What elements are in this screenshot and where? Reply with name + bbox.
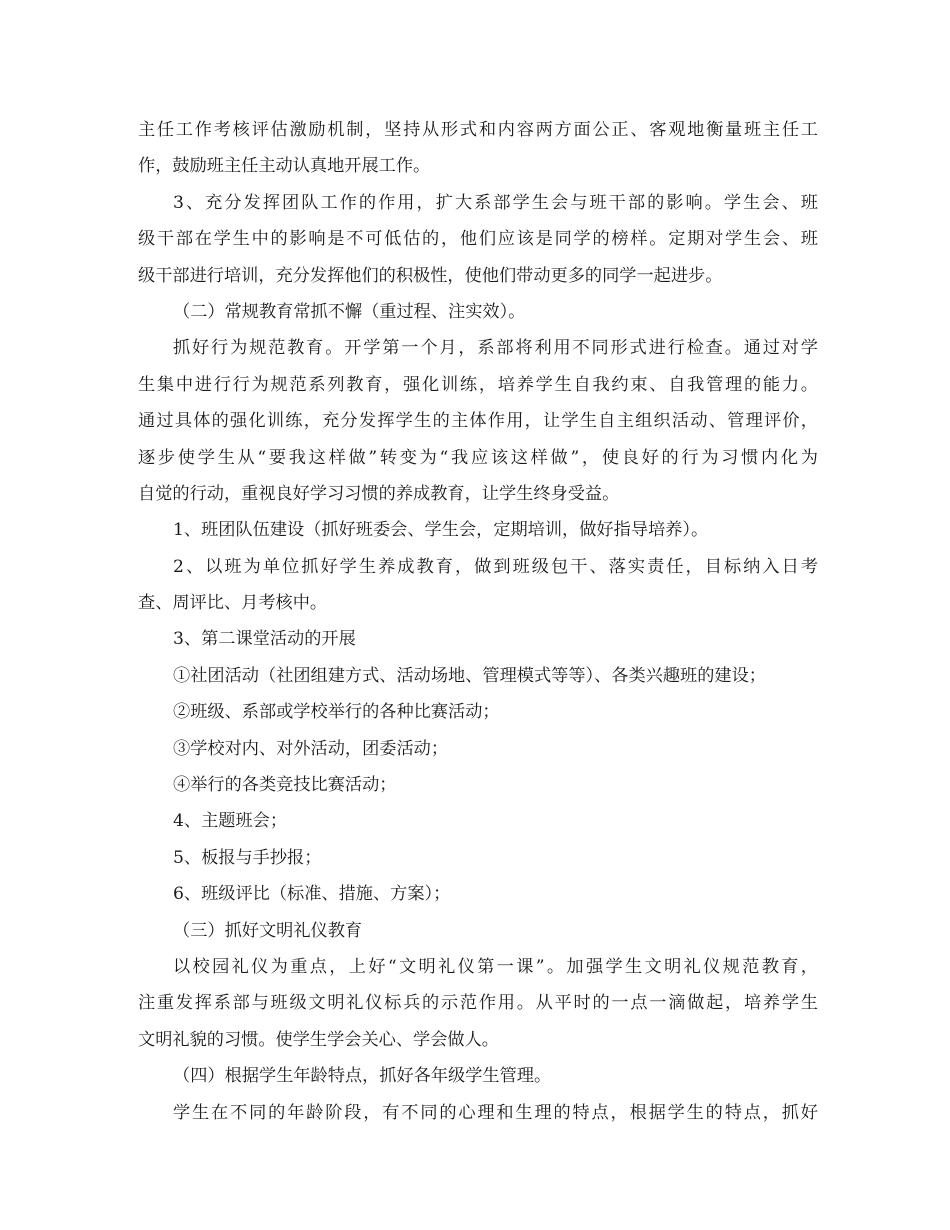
text-line: 文明礼貌的习惯。使学生学会关心、学会做人。 [138, 1029, 499, 1050]
text-line: 主任工作考核评估激励机制，坚持从形式和内容两方面公正、客观地衡量班主任工 [138, 120, 818, 140]
text-line: 通过具体的强化训练，充分发挥学生的主体作用，让学生自主组织活动、管理评价， [138, 411, 818, 432]
section-heading: （四）根据学生年龄特点，抓好各年级学生管理。 [173, 1066, 552, 1087]
text-line: 级干部在学生中的影响是不可低估的，他们应该是同学的榜样。定期对学生会、班 [138, 229, 818, 250]
text-line: 3、充分发挥团队工作的作用，扩大系部学生会与班干部的影响。学生会、班 [173, 192, 818, 213]
list-item: ②班级、系部或学校举行的各种比赛活动； [173, 702, 500, 723]
list-item: 6、班级评比（标准、措施、方案）； [173, 884, 451, 905]
section-heading: （二）常规教育常抓不懈（重过程、注实效）。 [173, 301, 526, 322]
list-item: 4、主题班会； [173, 811, 288, 832]
text-line: 逐步使学生从“要我这样做”转变为“我应该这样做”，使良好的行为习惯内化为 [138, 447, 818, 468]
text-line: 级干部进行培训，充分发挥他们的积极性，使他们带动更多的同学一起进步。 [138, 265, 723, 286]
text-line: 注重发挥系部与班级文明礼仪标兵的示范作用。从平时的一点一滴做起，培养学生 [138, 993, 818, 1014]
list-item: ③学校对内、对外活动，团委活动； [173, 738, 449, 759]
text-line: 自觉的行动，重视良好学习习惯的养成教育，让学生终身受益。 [138, 483, 620, 504]
list-item: ①社团活动（社团组建方式、活动场地、管理模式等等）、各类兴趣班的建设； [173, 665, 766, 686]
list-item: 2、以班为单位抓好学生养成教育，做到班级包干、落实责任，目标纳入日考 [173, 556, 818, 577]
text-line: 学生在不同的年龄阶段，有不同的心理和生理的特点，根据学生的特点，抓好 [173, 1102, 818, 1123]
text-line: 抓好行为规范教育。开学第一个月，系部将利用不同形式进行检查。通过对学 [173, 338, 818, 359]
text-line: 查、周评比、月考核中。 [138, 593, 328, 614]
list-item: 5、板报与手抄报； [173, 847, 322, 868]
text-line: 生集中进行行为规范系列教育，强化训练，培养学生自我约束、自我管理的能力。 [138, 374, 818, 395]
list-item: ④举行的各类竞技比赛活动； [173, 775, 397, 796]
text-line: 以校园礼仪为重点，上好“文明礼仪第一课”。加强学生文明礼仪规范教育， [173, 956, 818, 977]
list-item: 1、班团队伍建设（抓好班委会、学生会，定期培训，做好指导培养）。 [173, 520, 709, 541]
text-line: 作，鼓励班主任主动认真地开展工作。 [138, 156, 431, 177]
section-heading: （三）抓好文明礼仪教育 [173, 920, 363, 941]
document-body [138, 112, 818, 1131]
list-item: 3、第二课堂活动的开展 [173, 629, 356, 650]
